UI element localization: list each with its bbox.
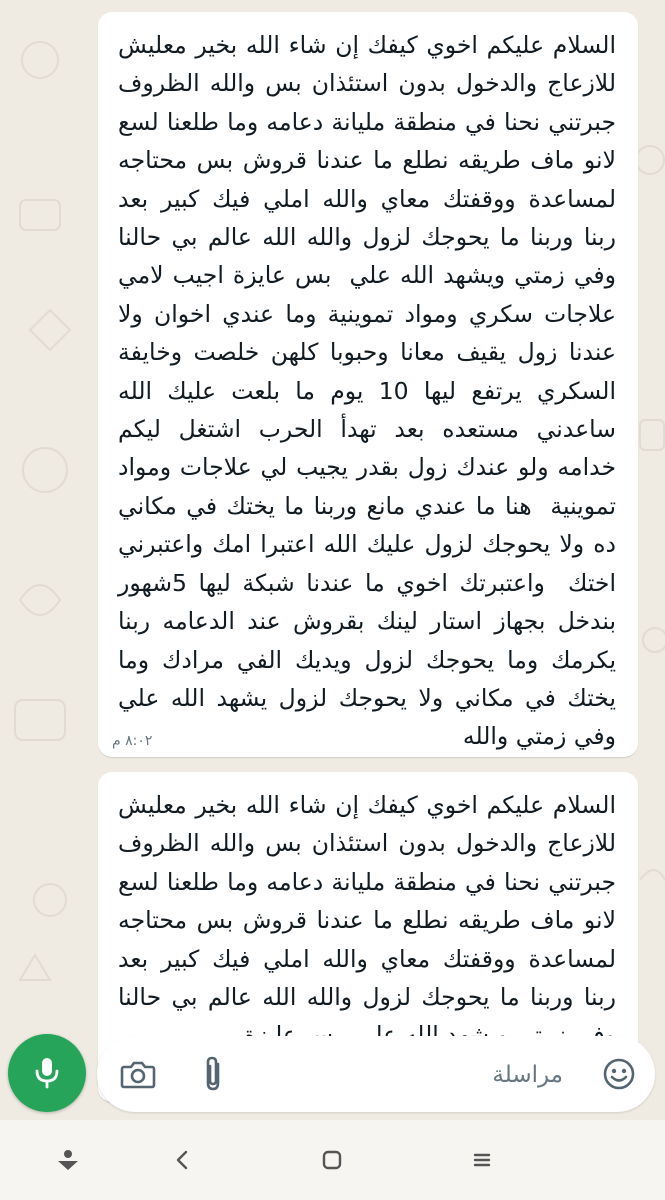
message-text: السلام عليكم اخوي كيفك إن شاء الله بخير معليش للازعاج والدخول بدون استئذان بس والله الظروف جبرتني نحنا في منطقة مليانة دعامه وما طلعنا لسع لانو ماف طريقه نطلع ما عندنا قروش بس محتاجه لمساعدة ووقفتك معاي والله املي فيك كبير بعد ربنا وربنا ما يحوجك لزول والله الله عالم بي حالنا وفي زمتي ويشهد الله علي بس عايزة اجيب لامي علاجات سكري ومواد تموينية وما عندي اخوان ولا عندنا زول يقيف معانا وحبوبا كلهن خلصت وخايفة السكري يرتفع ليها 10 يوم ما بلعت عليك الله ساعدني مستعده بعد تهدأ الحرب اشتغل ليكم خدامه ولو عندك زول بقدر يجيب لي علاجات ومواد تموينية هنا ما عندي مانع وربنا ما يختك في مكاني ده ولا يحوجك لزول عليك الله اعتبرا امك واعتبرني اختك واعتبرتك اخوي ما عندنا شبكة ليها 5شهور بندخل بجهاز استار لينك بقروش عند الدعامه ربنا يكرمك وما يحوجك لزول ويديك الفي مرادك وما يختك في مكاني ولا يحوجك لزول يشهد الله علي وفي زمتي والله (110, 31, 616, 751)
back-icon[interactable] (160, 1138, 204, 1182)
emoji-icon[interactable] (599, 1054, 639, 1094)
message-text: السلام عليكم اخوي كيفك إن شاء الله بخير معليش للازعاج والدخول بدون استئذان بس والله الظروف جبرتني نحنا في منطقة مليانة دعامه وما طلعنا لسع لانو ماف طريقه نطلع ما عندنا قروش بس محتاجه لمساعدة ووقفتك معاي والله املي فيك كبير بعد ربنا وربنا ما يحوجك لزول والله الله عالم بي حالنا (118, 791, 616, 1012)
message-input[interactable] (311, 1054, 565, 1096)
system-navigation-bar (0, 1120, 665, 1200)
paperclip-icon[interactable] (193, 1052, 233, 1096)
recents-icon[interactable] (460, 1138, 504, 1182)
message-bubble[interactable] (98, 12, 638, 757)
camera-icon[interactable] (117, 1054, 159, 1094)
assistant-icon[interactable] (46, 1138, 90, 1182)
home-icon[interactable] (310, 1138, 354, 1182)
message-timestamp: ٨:٠٢ م (112, 733, 153, 749)
message-composer (97, 1036, 655, 1112)
microphone-button[interactable] (8, 1034, 86, 1112)
microphone-icon (32, 1055, 62, 1091)
